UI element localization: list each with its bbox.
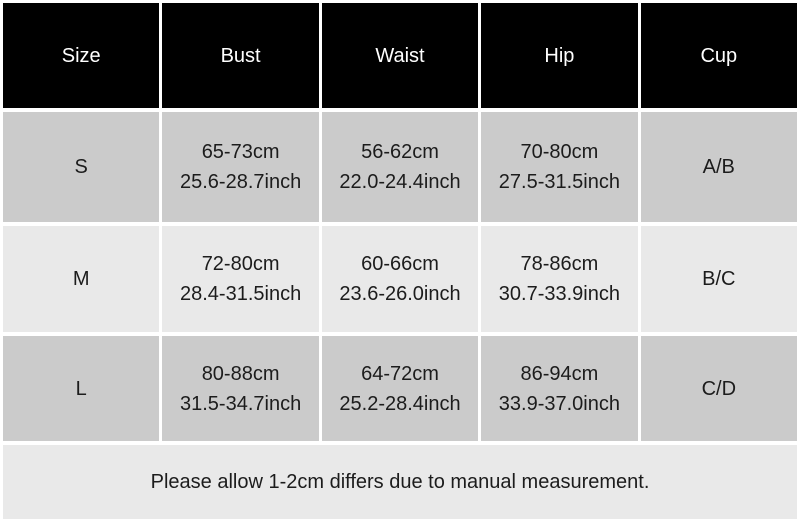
size-cell [3, 336, 159, 441]
bust-cm-value: 80-88cm [201, 362, 280, 385]
header-label-hip: Hip [544, 44, 575, 67]
hip-inch-value: 27.5-31.5inch [498, 171, 620, 193]
waist-cm-value: 56-62cm [361, 141, 439, 163]
waist-cell [322, 336, 478, 441]
bust-cm-value: 72-80cm [201, 253, 280, 275]
header-label-cup: Cup [700, 44, 738, 67]
hip-cell [481, 226, 637, 332]
size-cell [3, 226, 159, 332]
header-label-bust: Bust [220, 44, 261, 67]
size-cell [3, 112, 159, 222]
header-label-waist: Waist [375, 44, 425, 67]
cup-value: C/D [701, 377, 737, 400]
header-label-size: Size [61, 44, 101, 67]
hip-cell [481, 336, 637, 441]
size-value: L [75, 377, 87, 400]
waist-cell [322, 112, 478, 222]
hip-cm-value: 78-86cm [520, 253, 599, 275]
size-value: M [72, 268, 90, 290]
bust-inch-value: 28.4-31.5inch [179, 283, 302, 305]
cup-value: A/B [702, 156, 735, 178]
waist-cell [322, 226, 478, 332]
hip-cell [481, 112, 637, 222]
waist-inch-value: 23.6-26.0inch [339, 283, 461, 305]
bust-cm-value: 65-73cm [201, 141, 280, 163]
table-header-row [3, 3, 797, 108]
cup-cell [641, 112, 797, 222]
waist-inch-value: 22.0-24.4inch [339, 171, 461, 193]
header-cell-waist [322, 3, 478, 108]
hip-inch-value: 33.9-37.0inch [498, 392, 620, 415]
hip-cm-value: 86-94cm [520, 362, 599, 385]
bust-inch-value: 31.5-34.7inch [179, 392, 302, 415]
waist-cm-value: 64-72cm [361, 362, 439, 385]
bust-cell [162, 336, 318, 441]
hip-cm-value: 70-80cm [520, 141, 599, 163]
measurement-note [3, 445, 797, 519]
cup-cell [641, 226, 797, 332]
bust-cell [162, 112, 318, 222]
table-row-size-s [3, 112, 797, 222]
cup-cell [641, 336, 797, 441]
cup-value: B/C [702, 268, 736, 290]
header-cell-size [3, 3, 159, 108]
bust-cell [162, 226, 318, 332]
header-cell-cup [641, 3, 797, 108]
header-cell-hip [481, 3, 637, 108]
table-row-size-m [3, 226, 797, 332]
hip-inch-value: 30.7-33.9inch [498, 283, 620, 305]
waist-cm-value: 60-66cm [361, 253, 439, 275]
waist-inch-value: 25.2-28.4inch [339, 392, 461, 415]
measurement-note-text: Please allow 1-2cm differs due to manual measurement. [150, 470, 650, 493]
table-row-size-l [3, 336, 797, 441]
size-value: S [74, 156, 88, 178]
header-cell-bust [162, 3, 318, 108]
bust-inch-value: 25.6-28.7inch [179, 171, 302, 193]
